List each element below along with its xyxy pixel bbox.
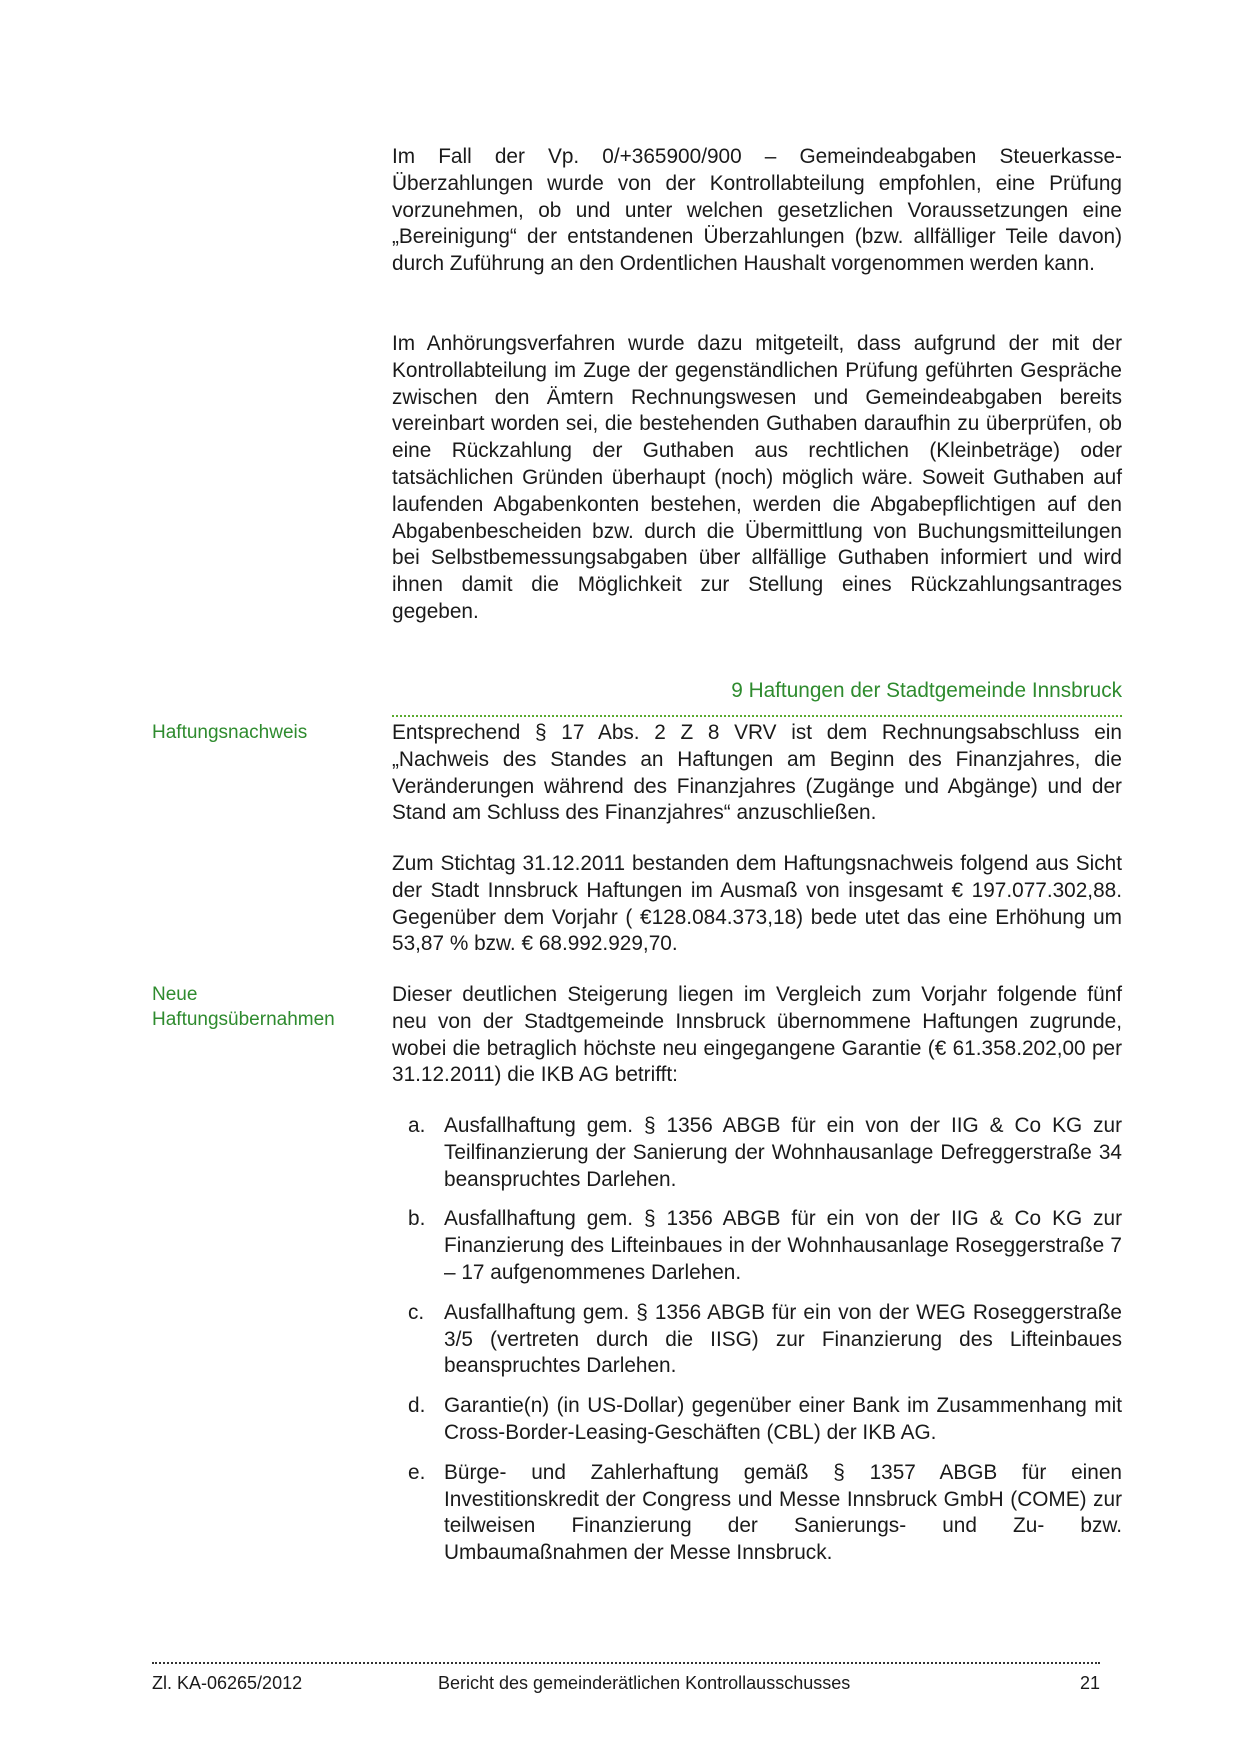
paragraph-text: Im Fall der Vp. 0/+365900/900 – Gemeindeabgaben Steuerkasse-Überzahlungen wurde von der Kontrollabteilung empfohlen, eine Prüfung vorzunehmen, ob und unter welchen gesetzlichen Voraussetzungen eine „Bereinigung“ der entstandenen Überzahlungen (bzw. allfälliger Teile davon) durch Zuführung an den Ordentlichen Haushalt vorgenommen werden kann.	[392, 145, 1122, 276]
list-marker: b.	[408, 1207, 426, 1231]
list-item-text: Garantie(n) (in US-Dollar) gegenüber einer Bank im Zusammenhang mit Cross-Border-Leasing-Geschäften (CBL) der IKB AG.	[444, 1394, 1122, 1444]
list-marker: a.	[408, 1114, 426, 1137]
list-marker: d.	[408, 1394, 426, 1418]
list-item-text: Bürge- und Zahlerhaftung gemäß § 1357 ABGB für einen Investitionskredit der Congress und Messe Innsbruck GmbH (COME) zur teilweisen Finanzierung der Sanierungs- und Zu- bzw. Umbaumaßnahmen der Messe Innsbruck.	[444, 1460, 1122, 1565]
list-item	[392, 1460, 1122, 1567]
paragraph-text: Dieser deutlichen Steigerung liegen im Vergleich zum Vorjahr folgende fünf neu von der Stadtgemeinde Innsbruck übernommene Haftungen zugrunde, wobei die betraglich höchste neu eingegangene Garantie (€ 61.358.202,00 per 31.12.2011) die IKB AG betrifft:	[392, 983, 1122, 1087]
footer-reference: Zl. KA-06265/2012	[152, 1673, 303, 1693]
footer-divider	[152, 1662, 1100, 1664]
list-item	[392, 1300, 1122, 1380]
page-number: 21	[1079, 1673, 1100, 1693]
paragraph-text: Zum Stichtag 31.12.2011 bestanden dem Haftungsnachweis folgend aus Sicht der Stadt Innsbruck Haftungen im Ausmaß von insgesamt € 197.077.302,88. Gegenüber dem Vorjahr ( €128.084.373,18) bede utet das eine Erhöhung um 53,87 % bzw. € 68.992.929,70.	[392, 852, 1122, 956]
paragraph-vrv	[392, 720, 1122, 827]
paragraph-stichtag	[392, 851, 1122, 958]
guarantee-list	[392, 1113, 1122, 1580]
paragraph-hearing	[392, 331, 1122, 626]
list-marker: e.	[408, 1460, 426, 1484]
margin-label-haftungsnachweis: Haftungsnachweis	[152, 722, 308, 743]
list-marker: c.	[408, 1300, 425, 1324]
paragraph-steigerung	[392, 982, 1122, 1089]
footer-title: Bericht des gemeinderätlichen Kontrollausschusses	[438, 1673, 851, 1693]
section-heading: 9 Haftungen der Stadtgemeinde Innsbruck	[392, 679, 1122, 717]
list-item-text: Ausfallhaftung gem. § 1356 ABGB für ein von der WEG Roseggerstraße 3/5 (vertreten durch die IISG) zur Finanzierung des Lifteinbaues beanspruchtes Darlehen.	[444, 1300, 1122, 1378]
list-item-text: Ausfallhaftung gem. § 1356 ABGB für ein von der IIG & Co KG zur Teilfinanzierung der Sanierung der Wohnhausanlage Defreggerstraße 34 beanspruchtes Darlehen.	[444, 1114, 1122, 1191]
paragraph-overpayments	[392, 144, 1122, 278]
paragraph-text: Im Anhörungsverfahren wurde dazu mitgeteilt, dass aufgrund der mit der Kontrollabteilung im Zuge der gegenständlichen Prüfung geführten Gespräche zwischen den Ämtern Rechnungswesen und Gemeindeabgaben bereits vereinbart worden sei, die bestehenden Guthaben daraufhin zu überprüfen, ob eine Rückzahlung der Guthaben aus rechtlichen (Kleinbeträge) oder tatsächlichen Gründen überhaupt (noch) möglich wäre. Soweit Guthaben auf laufenden Abgabenkonten bestehen, werden die Abgabepflichtigen auf den Abgabenbescheiden bzw. durch die Übermittlung von Buchungsmitteilungen bei Selbstbemessungsabgaben über allfällige Guthaben informiert und wird ihnen damit die Möglichkeit zur Stellung eines Rückzahlungsantrages gegeben.	[392, 332, 1122, 623]
margin-label-neue-haftungen: Neue Haftungsübernahmen	[152, 984, 335, 1030]
paragraph-text: Entsprechend § 17 Abs. 2 Z 8 VRV ist dem Rechnungsabschluss ein „Nachweis des Standes an Haftungen am Beginn des Finanzjahres, die Veränderungen während des Finanzjahres (Zugänge und Abgänge) und der Stand am Schluss des Finanzjahres“ anzuschließen.	[392, 721, 1122, 825]
list-item	[392, 1393, 1122, 1447]
list-item-text: Ausfallhaftung gem. § 1356 ABGB für ein von der IIG & Co KG zur Finanzierung des Lifteinbaues in der Wohnhausanlage Roseggerstraße 7 – 17 aufgenommenes Darlehen.	[444, 1207, 1122, 1284]
list-item	[392, 1206, 1122, 1286]
list-item	[392, 1113, 1122, 1193]
